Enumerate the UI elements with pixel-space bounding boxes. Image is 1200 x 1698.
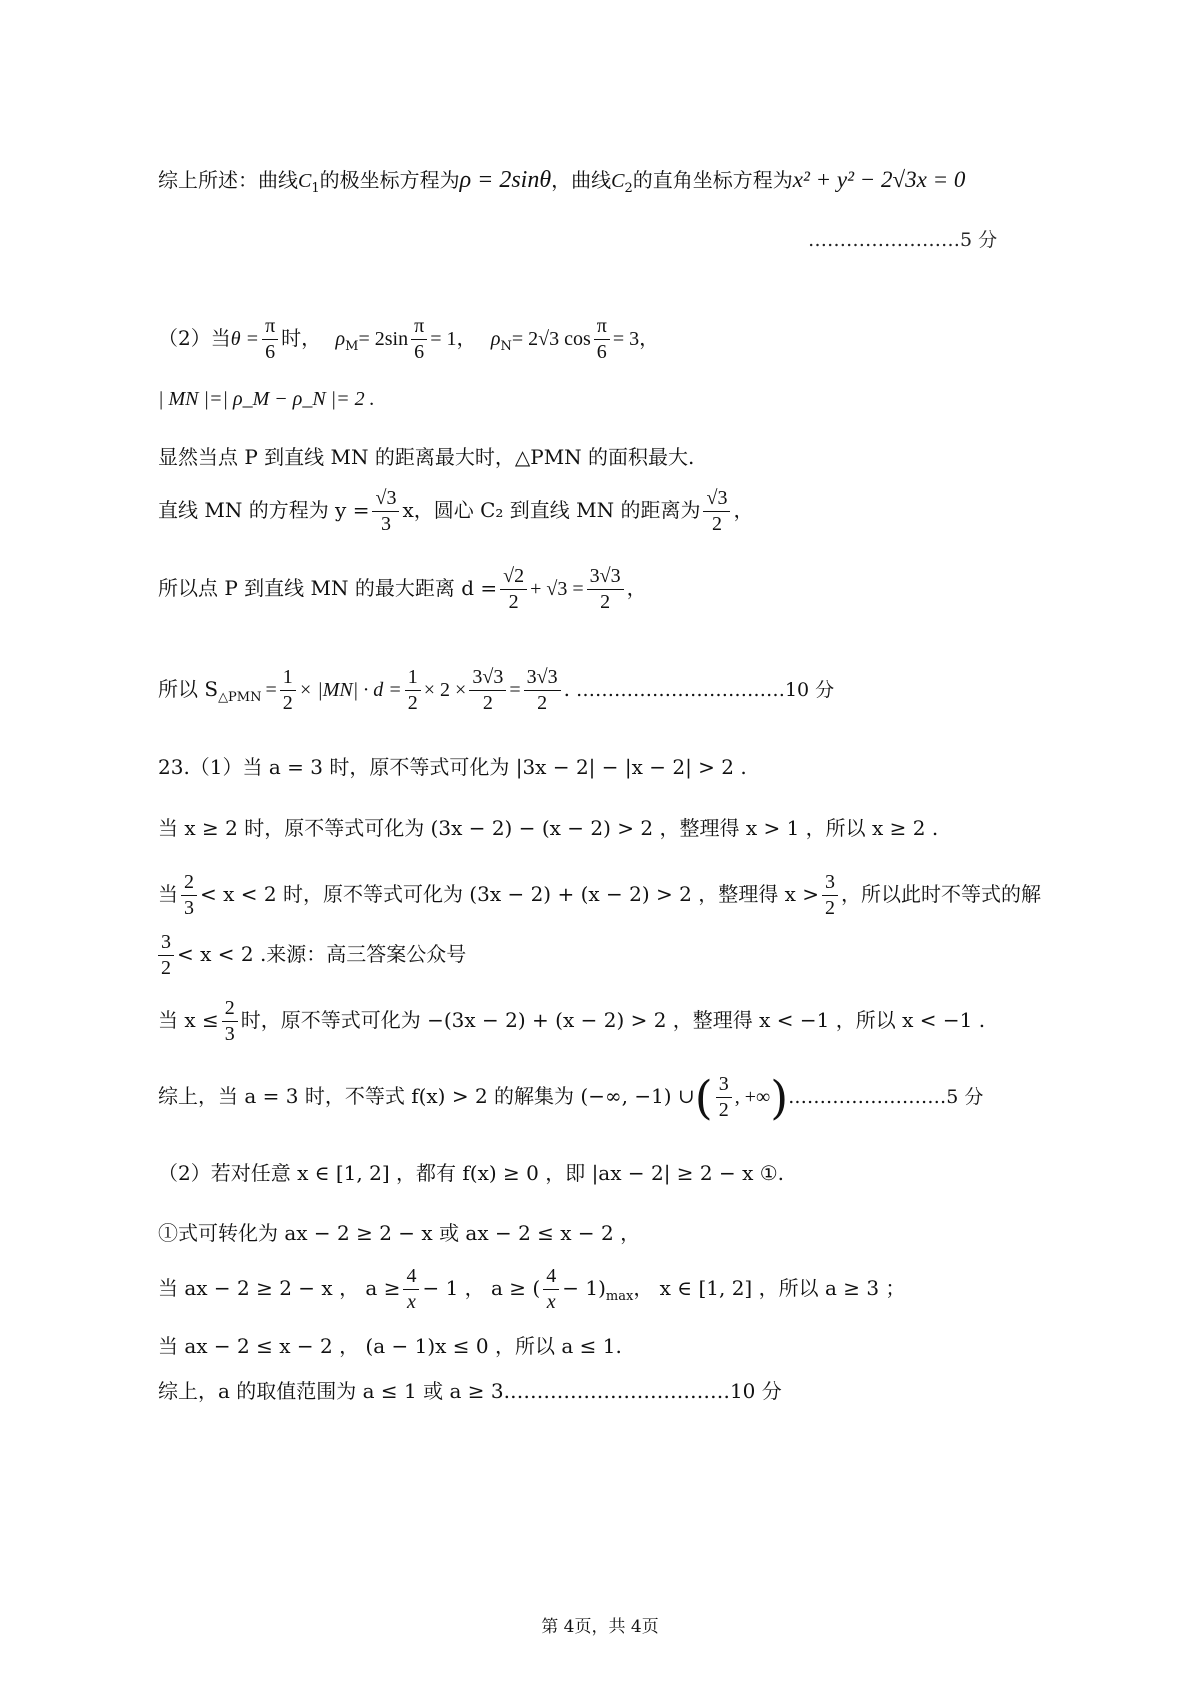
frac-sqrt2-2 — [500, 564, 527, 615]
frac-3sqrt3-2 — [469, 665, 506, 716]
summary-text: 的直角坐标方程为 — [632, 168, 793, 192]
text: ， — [626, 576, 647, 600]
denominator: 2 — [161, 957, 171, 979]
text: + √3 = — [530, 578, 584, 600]
denominator: 2 — [600, 591, 611, 613]
frac-sqrt3-3 — [372, 486, 399, 537]
numerator: π — [411, 314, 427, 340]
theta: θ = — [230, 328, 260, 350]
numerator: π — [262, 314, 278, 340]
rho-m-eq: = 2sin — [358, 328, 409, 350]
score-marker: ……………………………10 分 — [575, 679, 835, 701]
q23-p2-line3 — [158, 1264, 905, 1315]
numerator: 3√3 — [469, 665, 506, 691]
q23-p2-line2: ①式可转化为 ax − 2 ≥ 2 − x 或 ax − 2 ≤ x − 2 ， — [158, 1221, 641, 1245]
text: − 1 ， a ≥ ( — [422, 1276, 541, 1300]
text: × 2 × — [423, 679, 467, 701]
rho-m: ρ — [335, 328, 346, 350]
text: 综上，当 a = 3 时，不等式 f(x) > 2 的解集为 (−∞, −1) ∪ — [158, 1084, 695, 1108]
q23-line4 — [158, 930, 466, 981]
text: 当 — [158, 882, 178, 906]
area-line — [158, 665, 834, 716]
mn-length-line: | MN |=| ρ_M − ρ_N |= 2 . — [158, 388, 375, 410]
denominator: x — [546, 1291, 556, 1313]
summary-text: 的极坐标方程为 — [319, 168, 460, 192]
denominator: 6 — [414, 341, 425, 363]
denominator: 2 — [508, 591, 519, 613]
frac-3-2 — [822, 870, 838, 921]
numerator: 4 — [403, 1264, 419, 1290]
denominator: x — [407, 1291, 416, 1313]
denominator: 2 — [711, 513, 722, 535]
text: ， — [733, 498, 754, 522]
line-equation-line — [158, 486, 753, 537]
numerator: 3 — [822, 870, 838, 896]
denominator: 3 — [184, 897, 194, 919]
text: = — [265, 679, 277, 701]
part-label: （2）当 — [158, 326, 231, 350]
big-paren: ) — [770, 1070, 789, 1125]
area-sub: △PMN — [218, 690, 262, 705]
curve-c2: C — [611, 170, 625, 192]
summary-text: 综上所述：曲线 — [158, 168, 298, 192]
curve-c1-sub: 1 — [311, 181, 320, 196]
frac-1-2 — [280, 665, 296, 716]
page-footer: 第 4页，共 4页 — [541, 1617, 659, 1637]
score-marker: .……………………5 分 — [788, 1086, 984, 1108]
text: 时， — [281, 326, 322, 350]
curve-c1: C — [298, 170, 312, 192]
text: 所以点 P 到直线 MN 的最大距离 d = — [158, 576, 498, 600]
max-sub: max — [605, 1289, 634, 1304]
polar-equation: ρ = 2sinθ — [459, 167, 552, 193]
text: 时，原不等式可化为 −(3x − 2) + (x − 2) > 2 ，整理得 x < −1 ，所以 x < −1 . — [240, 1008, 986, 1032]
rho-m-sub: M — [345, 339, 359, 354]
denominator: 6 — [265, 341, 276, 363]
text: < x < 2 时，原不等式可化为 (3x − 2) + (x − 2) > 2 ，整理得 x > — [200, 882, 819, 906]
obvious-line: 显然当点 P 到直线 MN 的距离最大时，△PMN 的面积最大. — [158, 445, 695, 469]
text: 当 ax − 2 ≥ 2 − x ， a ≥ — [158, 1276, 401, 1300]
numerator: 3 — [716, 1072, 732, 1098]
denominator: 2 — [718, 1099, 729, 1121]
text: 所以 S — [158, 677, 219, 701]
frac-1-2 — [405, 665, 421, 716]
q23-line6 — [158, 1072, 983, 1123]
numerator: 3 — [158, 930, 174, 956]
q23-p2-line4: 当 ax − 2 ≤ x − 2 ， (a − 1)x ≤ 0 ，所以 a ≤ 1. — [158, 1334, 622, 1358]
q23-line5 — [158, 996, 985, 1047]
numerator: 1 — [405, 665, 421, 691]
frac-3sqrt3-2 — [524, 665, 561, 716]
text: ， x ∈ [1, 2] ，所以 a ≥ 3 ； — [633, 1276, 906, 1300]
frac-2-3 — [222, 996, 238, 1047]
frac-pi-6 — [262, 314, 278, 365]
numerator: 1 — [280, 665, 296, 691]
text: 直线 MN 的方程为 y = — [158, 498, 370, 522]
denominator: 6 — [596, 341, 607, 363]
numerator: √3 — [372, 486, 399, 512]
frac-sqrt3-2 — [703, 486, 730, 537]
rho-n-eq: = 2√3 cos — [511, 328, 591, 350]
rho-m-value: = 1， — [430, 328, 477, 350]
denominator: 3 — [380, 513, 391, 535]
q23-line3 — [158, 870, 1041, 921]
rho-n-sub: N — [500, 339, 512, 354]
q23-p2-line5: 综上，a 的取值范围为 a ≤ 1 或 a ≥ 3.……………………………10 分 — [158, 1379, 782, 1403]
text: − 1) — [562, 1276, 606, 1300]
rho-n-value: = 3， — [612, 328, 660, 350]
numerator: 3√3 — [524, 665, 561, 691]
text: × |MN| · d = — [298, 679, 402, 701]
text: ，所以此时不等式的解 — [840, 882, 1041, 906]
text: x，圆心 C₂ 到直线 MN 的距离为 — [402, 498, 701, 522]
curve-c2-sub: 2 — [624, 181, 633, 196]
numerator: 3√3 — [587, 564, 624, 590]
text: . — [563, 677, 570, 701]
score-marker: ……………………5 分 — [808, 229, 998, 251]
summary-text: ，曲线 — [551, 168, 612, 192]
rect-equation: x² + y² − 2√3x = 0 — [792, 167, 966, 192]
numerator: 4 — [543, 1264, 559, 1290]
text: < x < 2 .来源：高三答案公众号 — [177, 942, 467, 966]
frac-4-x — [543, 1264, 559, 1315]
frac-2-3 — [181, 870, 197, 921]
numerator: 2 — [222, 996, 238, 1022]
denominator: 2 — [537, 692, 548, 714]
numerator: √3 — [703, 486, 730, 512]
numerator: π — [594, 314, 610, 340]
text: , +∞ — [734, 1086, 771, 1108]
frac-pi-6 — [411, 314, 427, 365]
frac-4-x — [403, 1264, 419, 1315]
frac-3sqrt3-2 — [587, 564, 624, 615]
frac-3-2 — [716, 1072, 732, 1123]
denominator: 3 — [224, 1023, 235, 1045]
big-paren: ( — [694, 1070, 713, 1125]
denominator: 2 — [407, 692, 418, 714]
q23-line2: 当 x ≥ 2 时，原不等式可化为 (3x − 2) − (x − 2) > 2 ，整理得 x > 1 ，所以 x ≥ 2 . — [158, 816, 939, 840]
frac-3-2 — [158, 930, 174, 981]
text: = — [509, 679, 521, 701]
denominator: 2 — [282, 692, 293, 714]
denominator: 2 — [482, 692, 493, 714]
q23-line1: 23.（1）当 a = 3 时，原不等式可化为 |3x − 2| − |x − 2| > 2 . — [158, 755, 747, 779]
rho-n: ρ — [490, 328, 501, 350]
max-distance-line — [158, 564, 647, 615]
numerator: 2 — [181, 870, 197, 896]
denominator: 2 — [824, 897, 835, 919]
text: 当 x ≤ — [158, 1008, 219, 1032]
part2-theta-line — [158, 314, 659, 365]
frac-pi-6 — [594, 314, 610, 365]
q23-p2-line1: （2）若对任意 x ∈ [1, 2] ，都有 f(x) ≥ 0 ，即 |ax − 2| ≥ 2 − x ①. — [158, 1161, 785, 1185]
numerator: √2 — [500, 564, 527, 590]
summary-line — [158, 168, 965, 195]
